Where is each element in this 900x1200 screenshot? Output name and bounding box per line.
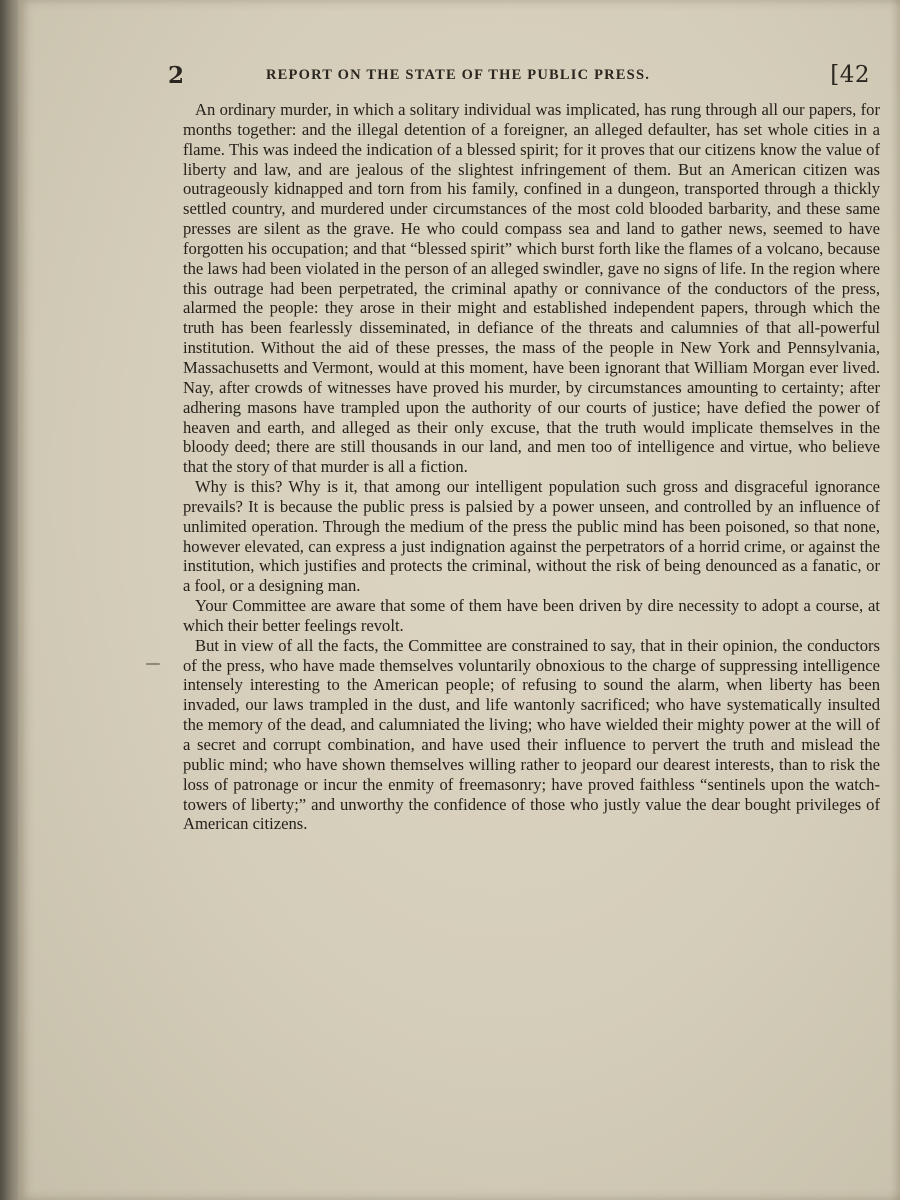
ink-smudge	[146, 663, 160, 665]
book-page	[18, 0, 900, 1200]
paragraph-3: Your Committee are aware that some of them have been driven by dire necessity to adopt a course, at which their better feelings revolt.	[183, 596, 880, 635]
page-edge	[890, 0, 900, 1200]
running-title: REPORT ON THE STATE OF THE PUBLIC PRESS.	[266, 67, 651, 83]
running-head	[168, 62, 880, 92]
paragraph-2: Why is this? Why is it, that among our intelligent population such gross and disgraceful ignorance prevails? It is because the public press is palsied by a power unseen, and controlled by an influence of unlimited operation. Through the medium of the press the public mind has been poisoned, so that none, however elevated, can express a just indignation against the perpetrators of a horrid crime, or against the institution, which justifies and protects the criminal, without the risk of being denounced as a fanatic, or a fool, or a designing man.	[183, 477, 880, 596]
report-body	[183, 100, 880, 834]
paragraph-1: An ordinary murder, in which a solitary individual was implicated, has rung through all our papers, for months together: and the illegal detention of a foreigner, an alleged defaulter, has set whole cities in a flame. This was indeed the indication of a blessed spirit; for it proves that our citizens know the value of liberty and law, and are jealous of the slightest infringement of them. But an American citizen was outrageously kidnapped and torn from his family, confined in a dungeon, transported through a thickly settled country, and murdered under circumstances of the most cold blooded barbarity, and these same presses are silent as the grave. He who could compass sea and land to gather news, seemed to have forgotten his occupation; and that “blessed spirit” which burst forth like the flames of a volcano, because the laws had been violated in the person of an alleged swindler, gave no signs of life. In the region where this outrage had been perpetrated, the criminal apathy or connivance of the conductors of the press, alarmed the people: they arose in their might and established independent papers, through which the truth has been fearlessly disseminated, in defiance of the threats and calumnies of that all-powerful institution. Without the aid of these presses, the mass of the people in New York and Pennsylvania, Massachusetts and Vermont, would at this moment, have been ignorant that William Morgan ever lived. Nay, after crowds of witnesses have proved his murder, by circumstances amounting to certainty; after adhering masons have trampled upon the authority of our courts of justice; have defied the power of heaven and earth, and alleged as their only excuse, that the truth would implicate themselves in the bloody deed; there are still thousands in our land, and men too of intelligence and virtue, who believe that the story of that murder is all a fiction.	[183, 100, 880, 477]
paragraph-4: But in view of all the facts, the Committee are constrained to say, that in their opinion, the conductors of the press, who have made themselves voluntarily obnoxious to the charge of suppressing intelligence intensely interesting to the American people; of refusing to sound the alarm, when liberty has been invaded, our laws trampled in the dust, and life wantonly sacrificed; who have systematically insulted the memory of the dead, and calumniated the living; who have wielded their mighty power at the will of a secret and corrupt combination, and have used their influence to pervert the truth and mislead the public mind; who have shown themselves willing rather to jeopard our dearest interests, than to risk the loss of patronage or incur the enmity of freemasonry; have proved faithless “sentinels upon the watch-towers of liberty;” and unworthy the confidence of those who justly value the dear bought privileges of American citizens.	[183, 635, 880, 834]
page-number: 2	[168, 62, 186, 89]
document-number: [42	[830, 62, 870, 88]
